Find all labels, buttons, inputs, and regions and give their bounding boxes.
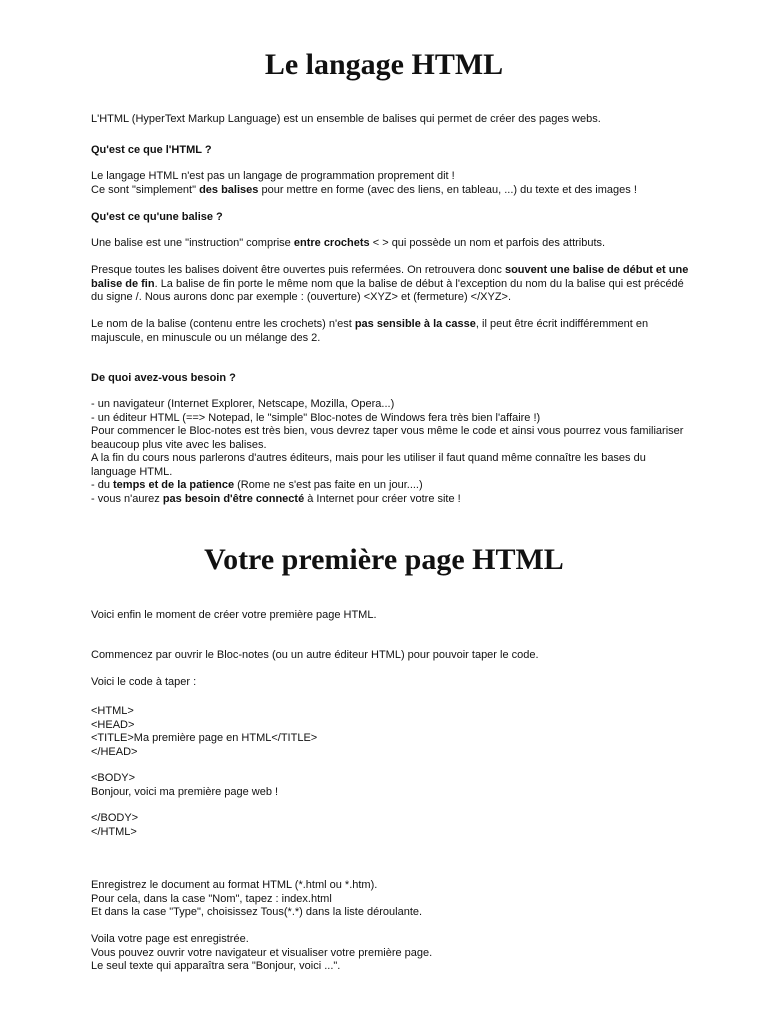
- text: , il peut être écrit indifféremment en majuscule, en minuscule ou un mélange des 2.: [91, 318, 649, 344]
- text-line: Vous pouvez ouvrir votre navigateur et visualiser votre première page.: [91, 946, 433, 959]
- code-line: </HEAD>: [91, 745, 138, 758]
- save-instructions: [91, 879, 691, 920]
- code-line: </BODY>: [91, 812, 139, 824]
- tag-paragraph-1: [91, 237, 691, 251]
- text-line: Le langage HTML n'est pas un langage de programmation proprement dit !: [91, 170, 455, 182]
- code-line: </HTML>: [91, 825, 137, 838]
- text-line: Et dans la case "Type", choisissez Tous(*.*) dans la liste déroulante.: [91, 906, 423, 918]
- text: (Rome ne s'est pas faite en un jour....): [234, 479, 423, 491]
- bold-text: souvent une balise de début et une balise de fin: [91, 264, 689, 290]
- text: Ce sont "simplement": [91, 183, 200, 196]
- list-item: [91, 493, 691, 507]
- code-line: <TITLE>Ma première page en HTML</TITLE>: [91, 732, 318, 744]
- code-line: <BODY>: [91, 772, 136, 784]
- text: Le nom de la balise (contenu entre les crochets) n'est: [91, 318, 355, 330]
- text: < > qui possède un nom et parfois des attributs.: [369, 237, 606, 249]
- tag-paragraph-2: [91, 264, 691, 305]
- section-heading-what-is-tag: Qu'est ce qu'une balise ?: [91, 211, 223, 223]
- text-line: Le seul texte qui apparaîtra sera "Bonjour, voici ...".: [91, 960, 341, 972]
- what-is-html-paragraph: [91, 170, 691, 197]
- text-line: [91, 184, 691, 198]
- text: - du: [91, 479, 114, 491]
- bold-text: pas sensible à la casse: [354, 318, 476, 330]
- text: à Internet pour créer votre site !: [304, 492, 461, 505]
- text: Presque toutes les balises doivent être ouvertes puis refermées. On retrouvera donc: [91, 264, 505, 276]
- list-item: - un éditeur HTML (==> Notepad, le "simple" Bloc-notes de Windows fera très bien l'affaire !): [91, 411, 541, 424]
- code-block-head: [91, 705, 691, 759]
- section-heading-needs: De quoi avez-vous besoin ?: [91, 372, 236, 384]
- text-line: Pour cela, dans la case "Nom", tapez : index.html: [91, 892, 332, 905]
- list-item: [91, 479, 691, 493]
- page-title: Le langage HTML: [264, 48, 504, 81]
- code-line: <HTML>: [91, 705, 134, 717]
- needs-list: [91, 398, 691, 506]
- text: Une balise est une "instruction" comprise: [91, 237, 294, 249]
- text-line: Enregistrez le document au format HTML (*.html ou *.htm).: [91, 879, 378, 891]
- section-heading-what-is-html: Qu'est ce que l'HTML ?: [91, 144, 212, 156]
- list-item: Pour commencer le Bloc-notes est très bien, vous devrez taper vous même le code et ainsi vous pourrez vous familiariser beaucoup plus vite avec les balises.: [91, 425, 684, 451]
- code-line: Bonjour, voici ma première page web !: [91, 785, 279, 798]
- text: - vous n'aurez: [91, 492, 163, 505]
- list-item: A la fin du cours nous parlerons d'autres éditeurs, mais pour les utiliser il faut quand même connaître les bases du language HTML.: [91, 452, 646, 478]
- intro-paragraph: L'HTML (HyperText Markup Language) est un ensemble de balises qui permet de créer des pages webs.: [91, 113, 601, 125]
- open-editor-paragraph: Commencez par ouvrir le Bloc-notes (ou un autre éditeur HTML) pour pouvoir taper le code.: [91, 649, 539, 661]
- intro-first-page: Voici enfin le moment de créer votre première page HTML.: [91, 609, 377, 621]
- text: . La balise de fin porte le même nom que la balise de début à l'exception du nom du la balise qui est précédé du signe /. Nous aurons donc par exemple : (ouverture) <XYZ> et (fermeture) </XYZ>.: [91, 277, 684, 303]
- bold-text: pas besoin d'être connecté: [162, 492, 305, 505]
- list-item: - un navigateur (Internet Explorer, Netscape, Mozilla, Opera...): [91, 398, 395, 410]
- code-line: <HEAD>: [91, 718, 135, 731]
- code-intro: Voici le code à taper :: [91, 676, 197, 688]
- text: pour mettre en forme (avec des liens, en tableau, ...) du texte et des images !: [258, 183, 637, 196]
- final-paragraph: [91, 933, 691, 974]
- bold-text: temps et de la patience: [113, 479, 235, 491]
- bold-text: des balises: [199, 183, 259, 196]
- bold-text: entre crochets: [293, 237, 370, 249]
- tag-paragraph-3: [91, 318, 691, 345]
- code-block-end: [91, 812, 691, 839]
- text-line: Voila votre page est enregistrée.: [91, 933, 249, 945]
- code-block-body: [91, 772, 691, 799]
- second-title: Votre première page HTML: [204, 543, 564, 576]
